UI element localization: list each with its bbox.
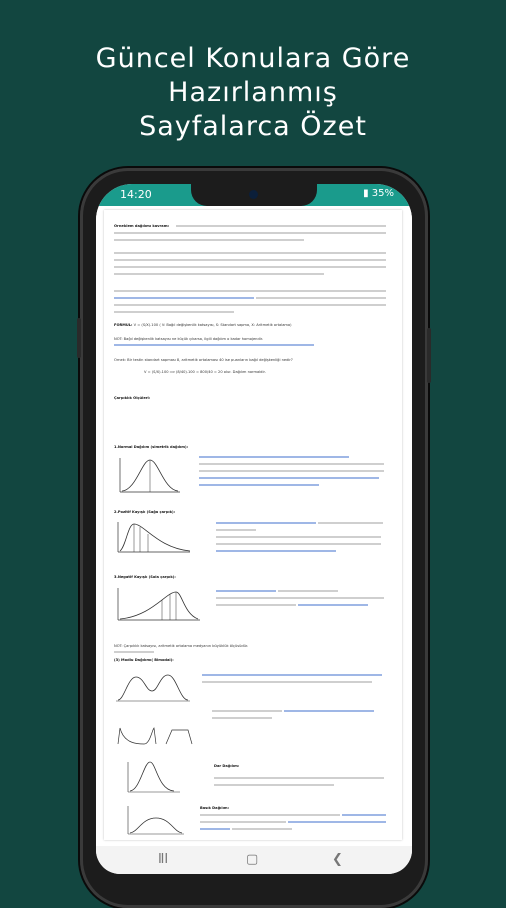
text-line <box>216 536 381 538</box>
text-line <box>298 604 368 606</box>
text-line <box>114 290 386 292</box>
narrow-distribution-figure <box>124 758 184 798</box>
text-line <box>199 463 384 465</box>
dar-heading: Dar Dağılım: <box>214 764 240 768</box>
section-bimodal: (3) Modlu Dağılımı( Bimodal): <box>114 658 174 662</box>
camera-icon <box>249 190 258 199</box>
document-page[interactable] <box>104 210 402 840</box>
section-positive: 2.Pozitif Kayışlı (Sağa çarpık): <box>114 510 176 514</box>
text-line <box>114 259 386 261</box>
text-line <box>199 477 379 479</box>
text-line <box>114 273 324 275</box>
section-negative: 3.Negatif Kayışlı (Sola çarpık): <box>114 575 176 579</box>
headline-line-3: Sayfalarca Özet <box>139 111 367 142</box>
home-icon[interactable]: ▢ <box>246 852 259 867</box>
back-icon[interactable]: ❮ <box>332 852 343 867</box>
text-line <box>256 297 386 299</box>
text-line <box>114 304 386 306</box>
document-viewer[interactable] <box>96 206 412 846</box>
text-line <box>199 456 349 458</box>
text-line <box>114 297 254 299</box>
text-line <box>200 814 340 816</box>
phone-frame <box>80 168 428 908</box>
intro-title: Örneklem dağılımı kavramı <box>114 224 169 228</box>
headline-line-2: Hazırlanmış <box>168 77 338 108</box>
text-line <box>278 590 338 592</box>
headline-line-1: Güncel Konulara Göre <box>95 43 411 74</box>
formul-body: V = (S/X̄).100 ( V: Bağıl değişkenlik katsayısı, S: Standart sapma, X̄: Aritmetik ortalama) <box>133 323 292 327</box>
positive-skew-figure <box>114 518 194 558</box>
text-line <box>202 681 372 683</box>
volume-button <box>77 318 81 358</box>
cozum: V = (S/X̄).100 ⟹ (8/40).100 = 800/40 = 20 olur. Dağılım normaldir. <box>144 370 266 374</box>
formul-label: FORMÜL: <box>114 323 133 327</box>
text-line <box>216 522 316 524</box>
negative-skew-figure <box>114 584 204 626</box>
text-line <box>114 252 386 254</box>
phone-screen <box>96 184 412 874</box>
text-line <box>216 597 384 599</box>
power-button <box>427 328 431 383</box>
text-line <box>114 239 304 241</box>
text-line <box>216 550 336 552</box>
text-line <box>114 344 314 346</box>
navigation-bar <box>96 846 412 874</box>
text-line <box>318 522 383 524</box>
status-indicators: ▮ 35% <box>363 188 394 199</box>
not1: NOT: Bağıl değişkenlik katsayısı ne küçük çıkarsa, ilgili dağılım o kadar homojendir. <box>114 337 264 341</box>
text-line <box>214 784 334 786</box>
not2: NOT: Çarpıklık katsayısı, aritmetik ortalama medyanın büyüklük ölçüsüdür. <box>114 644 249 648</box>
text-line <box>216 604 296 606</box>
text-line <box>214 777 384 779</box>
text-line <box>114 232 386 234</box>
section-normal: 1.Normal Dağılım (simetrik dağılım): <box>114 445 189 449</box>
text-line <box>212 710 282 712</box>
text-line <box>232 828 292 830</box>
bimodal-figure <box>114 667 194 711</box>
carpiklik-heading: Çarpıklık Ölçüleri: <box>114 396 151 400</box>
formul-text <box>114 323 394 328</box>
text-line <box>114 311 234 313</box>
notch <box>191 184 317 206</box>
text-line <box>284 710 374 712</box>
text-line <box>202 674 382 676</box>
text-line <box>216 543 381 545</box>
text-line <box>216 529 256 531</box>
headline <box>0 42 506 144</box>
text-line <box>200 828 230 830</box>
normal-curve-figure <box>114 454 184 496</box>
text-line <box>216 590 276 592</box>
flat-distribution-figure <box>124 804 188 838</box>
ornek: Örnek: Bir testin standart sapması 8, aritmetik ortalaması 40 ise puanların bağıl değişkenliği nedir? <box>114 358 293 362</box>
u-shape-figure <box>116 724 196 748</box>
text-line <box>199 470 384 472</box>
text-line <box>288 821 386 823</box>
text-line <box>212 717 272 719</box>
text-line <box>199 484 319 486</box>
recent-apps-icon[interactable]: ⅡⅠ <box>158 852 169 867</box>
text-line <box>176 225 386 227</box>
text-line <box>114 651 154 653</box>
text-line <box>200 821 286 823</box>
text-line <box>114 266 386 268</box>
text-line <box>342 814 386 816</box>
status-time: 14:20 <box>120 188 152 201</box>
basik-heading: Basık Dağılım: <box>200 806 230 810</box>
